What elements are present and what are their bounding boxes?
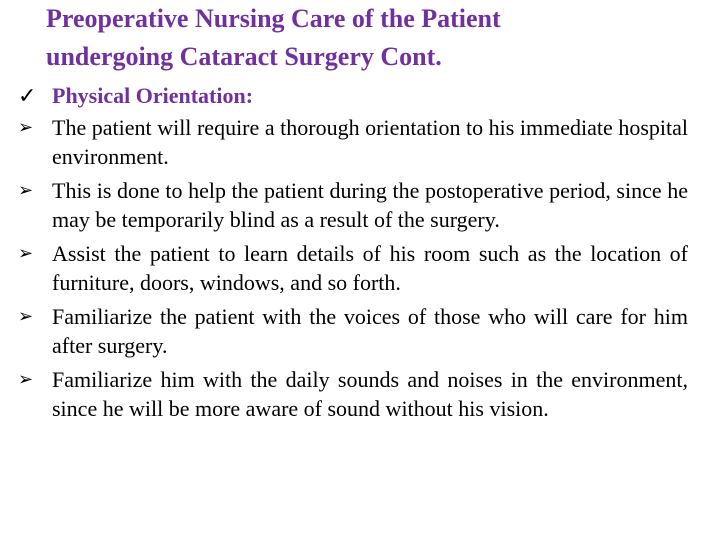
subheading [18, 80, 688, 111]
arrow-bullet-icon: ➢ [18, 243, 34, 263]
check-mark-icon: ✓ [18, 83, 37, 108]
bullet-list [18, 113, 688, 423]
list-item [18, 113, 688, 171]
slide-title-line-1: Preoperative Nursing Care of the Patient [46, 4, 501, 33]
arrow-bullet-icon: ➢ [18, 180, 34, 200]
arrow-bullet-icon: ➢ [18, 369, 34, 389]
subheading-text: Physical Orientation: [52, 83, 254, 108]
list-item-text: The patient will require a thorough orientation to his immediate hospital environment. [52, 115, 688, 169]
arrow-bullet-icon: ➢ [18, 306, 34, 326]
slide-content [18, 80, 688, 428]
list-item [18, 365, 688, 423]
list-item [18, 239, 688, 297]
list-item-text: This is done to help the patient during the postoperative period, since he may be temporarily blind as a result of the surgery. [52, 178, 688, 232]
list-item [18, 302, 688, 360]
list-item-text: Familiarize the patient with the voices of those who will care for him after surgery. [52, 304, 688, 358]
slide-title-line-2: undergoing Cataract Surgery Cont. [46, 42, 442, 71]
list-item-text: Familiarize him with the daily sounds and noises in the environment, since he will be more aware of sound without his vision. [52, 367, 688, 421]
list-item [18, 176, 688, 234]
slide-title [46, 0, 686, 76]
arrow-bullet-icon: ➢ [18, 117, 34, 137]
list-item-text: Assist the patient to learn details of his room such as the location of furniture, doors, windows, and so forth. [52, 241, 688, 295]
